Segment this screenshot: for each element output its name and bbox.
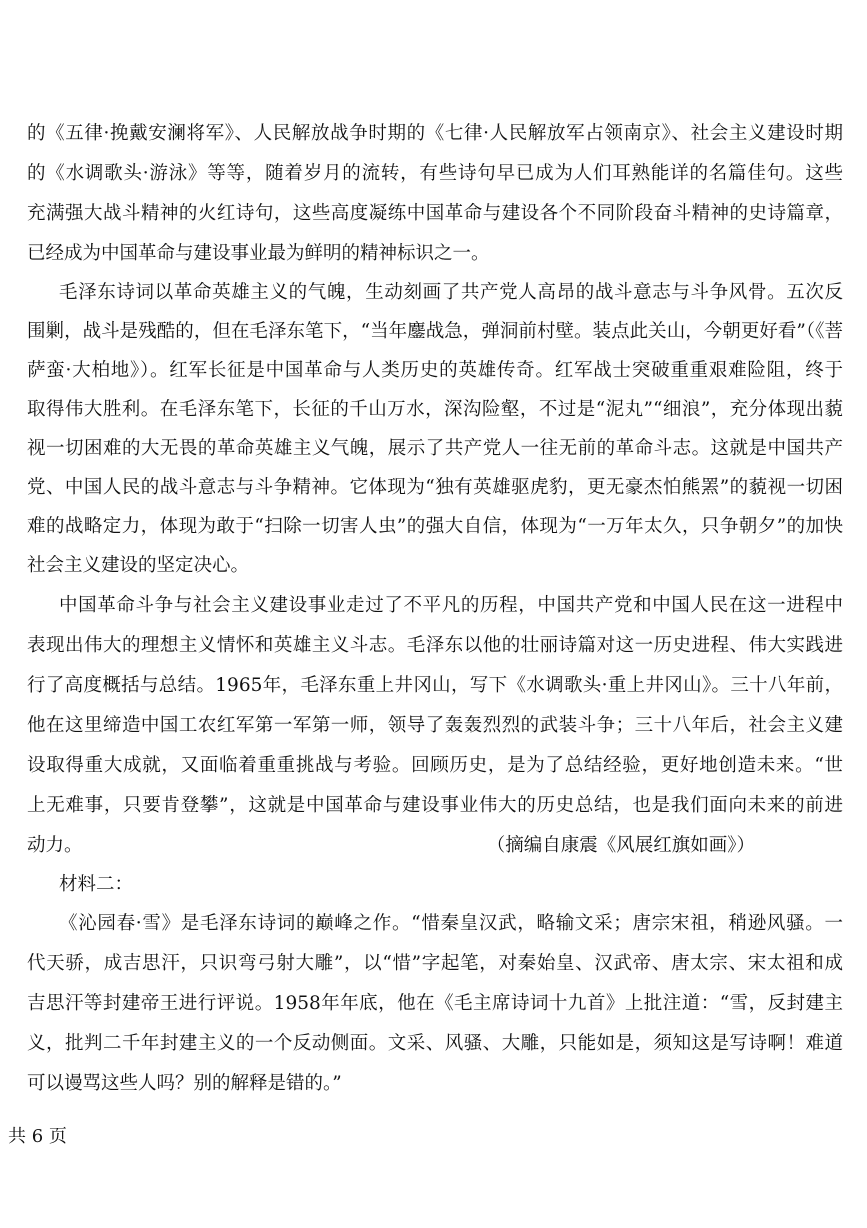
- paragraph-2-line-8: 社会主义建设的坚定决心。: [27, 555, 250, 576]
- paragraph-2-line-2: 围剿，战斗是残酷的，但在毛泽东笔下，“当年鏖战急，弹洞前村壁。装点此关山，今朝更好看”（《菩: [27, 321, 843, 342]
- paragraph-3-line-6: 上无难事，只要肯登攀”，这就是中国革命与建设事业伟大的历史总结，也是我们面向未来的前进: [27, 795, 843, 816]
- paragraph-2-line-7: 难的战略定力，体现为敢于“扫除一切害人虫”的强大自信，体现为“一万年太久，只争朝夕”的加快: [27, 516, 843, 537]
- paragraph-3-line-1: 中国革命斗争与社会主义建设事业走过了不平凡的历程，中国共产党和中国人民在这一进程中: [59, 595, 843, 616]
- paragraph-3-line-7: 动力。: [27, 835, 83, 856]
- paragraph-2-line-3: 萨蛮·大柏地》）。红军长征是中国革命与人类历史的英雄传奇。红军战士突破重重艰难险阻，终于: [27, 360, 843, 381]
- material-2-label: 材料二：: [59, 874, 134, 895]
- paragraph-4-line-3: 吉思汗等封建帝王进行评说。1958年年底，他在《毛主席诗词十九首》上批注道：“雪，反封建主: [27, 993, 843, 1014]
- paragraph-3-line-2: 表现出伟大的理想主义情怀和英雄主义斗志。毛泽东以他的壮丽诗篇对这一历史进程、伟大实践进: [27, 635, 843, 656]
- source-citation: （摘编自康震《风展红旗如画》）: [486, 835, 755, 856]
- paragraph-3-line-4: 他在这里缔造中国工农红军第一军第一师，领导了轰轰烈烈的武装斗争；三十八年后，社会主义建: [27, 715, 843, 736]
- paragraph-3-line-5: 设取得重大成就，又面临着重重挑战与考验。回顾历史，是为了总结经验，更好地创造未来。“世: [27, 755, 843, 776]
- paragraph-1-line-4: 已经成为中国革命与建设事业最为鲜明的精神标识之一。: [27, 243, 490, 264]
- paragraph-2-line-5: 视一切困难的大无畏的革命英雄主义气魄，展示了共产党人一往无前的革命斗志。这就是中国共产: [27, 438, 843, 459]
- paragraph-2-line-6: 党、中国人民的战斗意志与斗争精神。它体现为“独有英雄驱虎豹，更无豪杰怕熊罴”的藐视一切困: [27, 477, 843, 498]
- paragraph-4-line-1: 《沁园春·雪》是毛泽东诗词的巅峰之作。“惜秦皇汉武，略输文采；唐宗宋祖，稍逊风骚。一: [59, 913, 843, 934]
- page-count-footer: 共 6 页: [8, 1126, 67, 1147]
- paragraph-4-line-2: 代天骄，成吉思汗，只识弯弓射大雕”，以“惜”字起笔，对秦始皇、汉武帝、唐太宗、宋太祖和成: [27, 953, 843, 974]
- paragraph-2-line-4: 取得伟大胜利。在毛泽东笔下，长征的千山万水，深沟险壑，不过是“泥丸”“细浪”，充分体现出藐: [27, 399, 843, 420]
- paragraph-2-line-1: 毛泽东诗词以革命英雄主义的气魄，生动刻画了共产党人高昂的战斗意志与斗争风骨。五次反: [59, 282, 843, 303]
- paragraph-1-line-2: 的《水调歌头·游泳》等等，随着岁月的流转，有些诗句早已成为人们耳熟能详的名篇佳句。这些: [27, 163, 843, 184]
- paragraph-1-line-3: 充满强大战斗精神的火红诗句，这些高度凝练中国革命与建设各个不同阶段奋斗精神的史诗篇章，: [27, 203, 843, 224]
- paragraph-1-line-1: 的《五律·挽戴安澜将军》、人民解放战争时期的《七律·人民解放军占领南京》、社会主义建设时期: [27, 123, 843, 144]
- paragraph-4-line-4: 义，批判二千年封建主义的一个反动侧面。文采、风骚、大雕，只能如是，须知这是写诗啊！难道: [27, 1033, 843, 1054]
- paragraph-3-line-3: 行了高度概括与总结。1965年，毛泽东重上井冈山，写下《水调歌头·重上井冈山》。三十八年前，: [27, 675, 843, 696]
- paragraph-4-line-5: 可以谩骂这些人吗？别的解释是错的。”: [27, 1073, 342, 1094]
